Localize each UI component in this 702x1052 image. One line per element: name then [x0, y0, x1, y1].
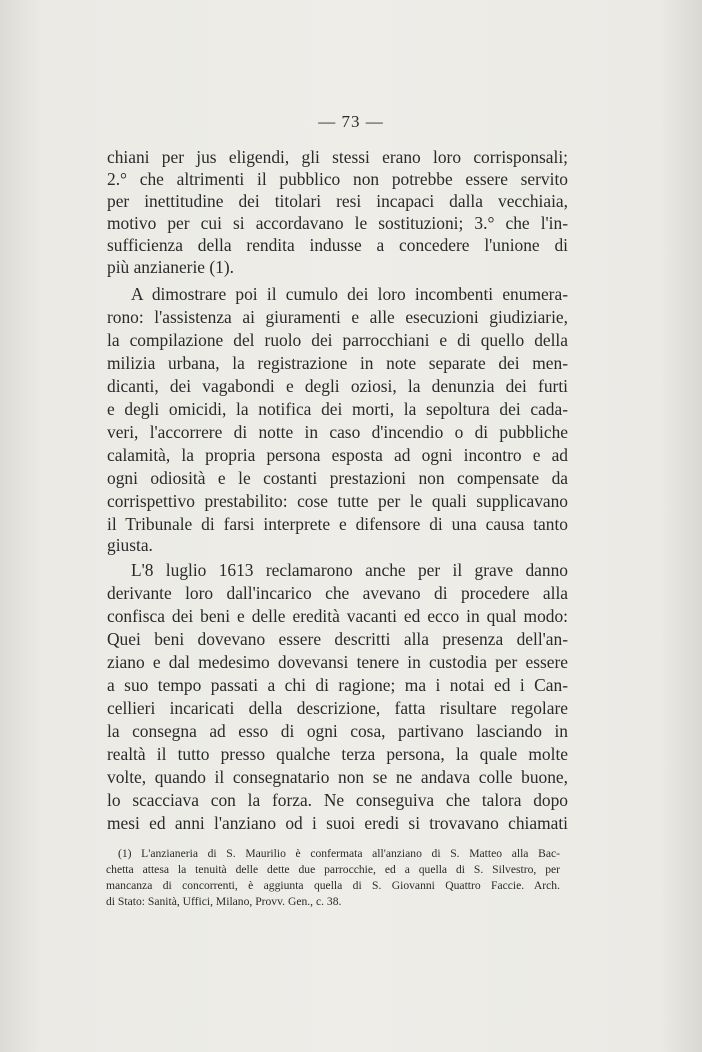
body-line: sufficienza della rendita indusse a concedere l'unione di	[107, 235, 568, 255]
footnote-line: di Stato: Sanità, Uffici, Milano, Provv. Gen., c. 38.	[106, 895, 342, 908]
body-line: dicanti, dei vagabondi e degli oziosi, la denunzia dei furti	[107, 376, 568, 396]
body-line: ogni odiosità e le costanti prestazioni non compensate da	[107, 468, 568, 488]
body-line: volte, quando il consegnatario non se ne andava colle buone,	[107, 767, 568, 787]
body-line: veri, l'accorrere di notte in caso d'incendio o di pubbliche	[107, 422, 568, 442]
body-line: calamità, la propria persona esposta ad ogni incontro e ad	[107, 445, 568, 465]
body-line: lo scacciava con la forza. Ne conseguiva che talora dopo	[107, 790, 568, 810]
body-line: per inettitudine dei titolari resi incapaci dalla vecchiaia,	[107, 191, 568, 211]
body-line: la compilazione del ruolo dei parrocchiani e di quello della	[107, 330, 568, 350]
body-line: la consegna ad esso di ogni cosa, partivano lasciando in	[107, 721, 568, 741]
body-line: rono: l'assistenza ai giuramenti e alle esecuzioni giudiziarie,	[107, 307, 568, 327]
footnote-line: (1) L'anzianeria di S. Maurilio è confermata all'anziano di S. Matteo alla Bac-	[118, 847, 560, 860]
body-line: 2.° che altrimenti il pubblico non potrebbe essere servito	[107, 169, 568, 189]
body-line: derivante loro dall'incarico che avevano di procedere alla	[107, 583, 568, 603]
body-line: il Tribunale di farsi interprete e difensore di una causa tanto	[107, 514, 568, 534]
footnote-line: chetta attesa la tenuità delle dette due parrocchie, ed a quella di S. Silvestro, per	[106, 863, 560, 876]
body-line: Quei beni dovevano essere descritti alla presenza dell'an-	[107, 629, 568, 649]
body-line: mesi ed anni l'anziano od i suoi eredi si trovavano chiamati	[107, 813, 568, 833]
body-line: confisca dei beni e delle eredità vacanti ed ecco in qual modo:	[107, 606, 568, 626]
body-line: più anzianerie (1).	[107, 257, 234, 277]
body-line: giusta.	[107, 535, 153, 555]
body-line: e degli omicidi, la notifica dei morti, la sepoltura dei cada-	[107, 399, 568, 419]
body-line: realtà il tutto presso qualche terza persona, la quale molte	[107, 744, 568, 764]
footnote-line: mancanza di concorrenti, è aggiunta quella di S. Giovanni Quattro Faccie. Arch.	[106, 879, 560, 892]
body-line: milizia urbana, la registrazione in note separate dei men-	[107, 353, 568, 373]
body-line: A dimostrare poi il cumulo dei loro incombenti enumera-	[131, 284, 568, 304]
body-line: corrispettivo prestabilito: cose tutte per le quali supplicavano	[107, 491, 568, 511]
body-line: motivo per cui si accordavano le sostituzioni; 3.° che l'in-	[107, 213, 568, 233]
body-line: a suo tempo passati a chi di ragione; ma i notai ed i Can-	[107, 675, 568, 695]
body-line: L'8 luglio 1613 reclamarono anche per il grave danno	[131, 560, 568, 580]
body-line: cellieri incaricati della descrizione, fatta risultare regolare	[107, 698, 568, 718]
body-line: chiani per jus eligendi, gli stessi erano loro corrisponsali;	[107, 147, 568, 167]
body-line: ziano e dal medesimo dovevansi tenere in custodia per essere	[107, 652, 568, 672]
page-number: — 73 —	[318, 112, 384, 131]
